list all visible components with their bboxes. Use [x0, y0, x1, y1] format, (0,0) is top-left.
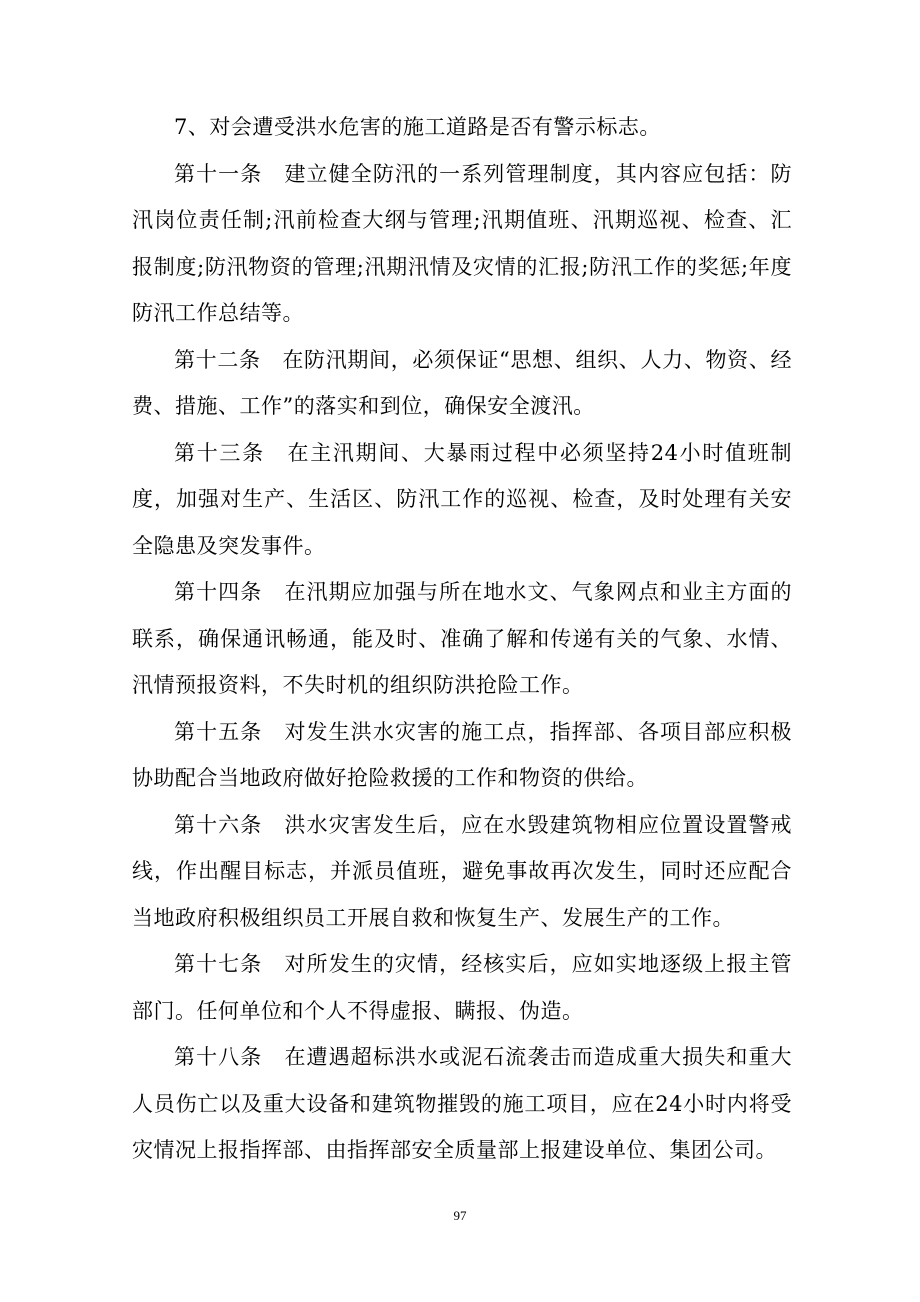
paragraph-article-11: 第十一条 建立健全防汛的一系列管理制度，其内容应包括：防汛岗位责任制;汛前检查大纲与管理;汛期值班、汛期巡视、检查、汇报制度;防汛物资的管理;汛期汛情及灾情的汇报;防汛工作的奖惩;年度防汛工作总结等。: [132, 161, 792, 325]
page-number: 97: [453, 1208, 467, 1223]
paragraph-article-14: 第十四条 在汛期应加强与所在地水文、气象网点和业主方面的联系，确保通讯畅通，能及时、准确了解和传递有关的气象、水情、汛情预报资料，不失时机的组织防洪抢险工作。: [132, 580, 792, 697]
document-body: [132, 104, 792, 1174]
paragraph-article-15: 第十五条 对发生洪水灾害的施工点，指挥部、各项目部应积极协助配合当地政府做好抢险救援的工作和物资的供给。: [132, 719, 792, 790]
paragraph-article-16: 第十六条 洪水灾害发生后，应在水毁建筑物相应位置设置警戒线，作出醒目标志，并派员值班，避免事故再次发生，同时还应配合当地政府积极组织员工开展自救和恢复生产、发展生产的工作。: [132, 812, 792, 930]
paragraph-item-7: 7、对会遭受洪水危害的施工道路是否有警示标志。: [174, 115, 661, 139]
paragraph-article-17: 第十七条 对所发生的灾情，经核实后，应如实地逐级上报主管部门。任何单位和个人不得虚报、瞒报、伪造。: [132, 952, 792, 1023]
paragraph-article-13: 第十三条 在主汛期间、大暴雨过程中必须坚持24小时值班制度，加强对生产、生活区、防汛工作的巡视、检查，及时处理有关安全隐患及突发事件。: [132, 440, 792, 558]
paragraph-article-12: 第十二条 在防汛期间，必须保证“思想、组织、人力、物资、经费、措施、工作”的落实和到位，确保安全渡汛。: [132, 347, 792, 418]
paragraph-article-18: 第十八条 在遭遇超标洪水或泥石流袭击而造成重大损失和重大人员伤亡以及重大设备和建筑物摧毁的施工项目，应在24小时内将受灾情况上报指挥部、由指挥部安全质量部上报建设单位、集团公司。: [132, 1045, 792, 1162]
